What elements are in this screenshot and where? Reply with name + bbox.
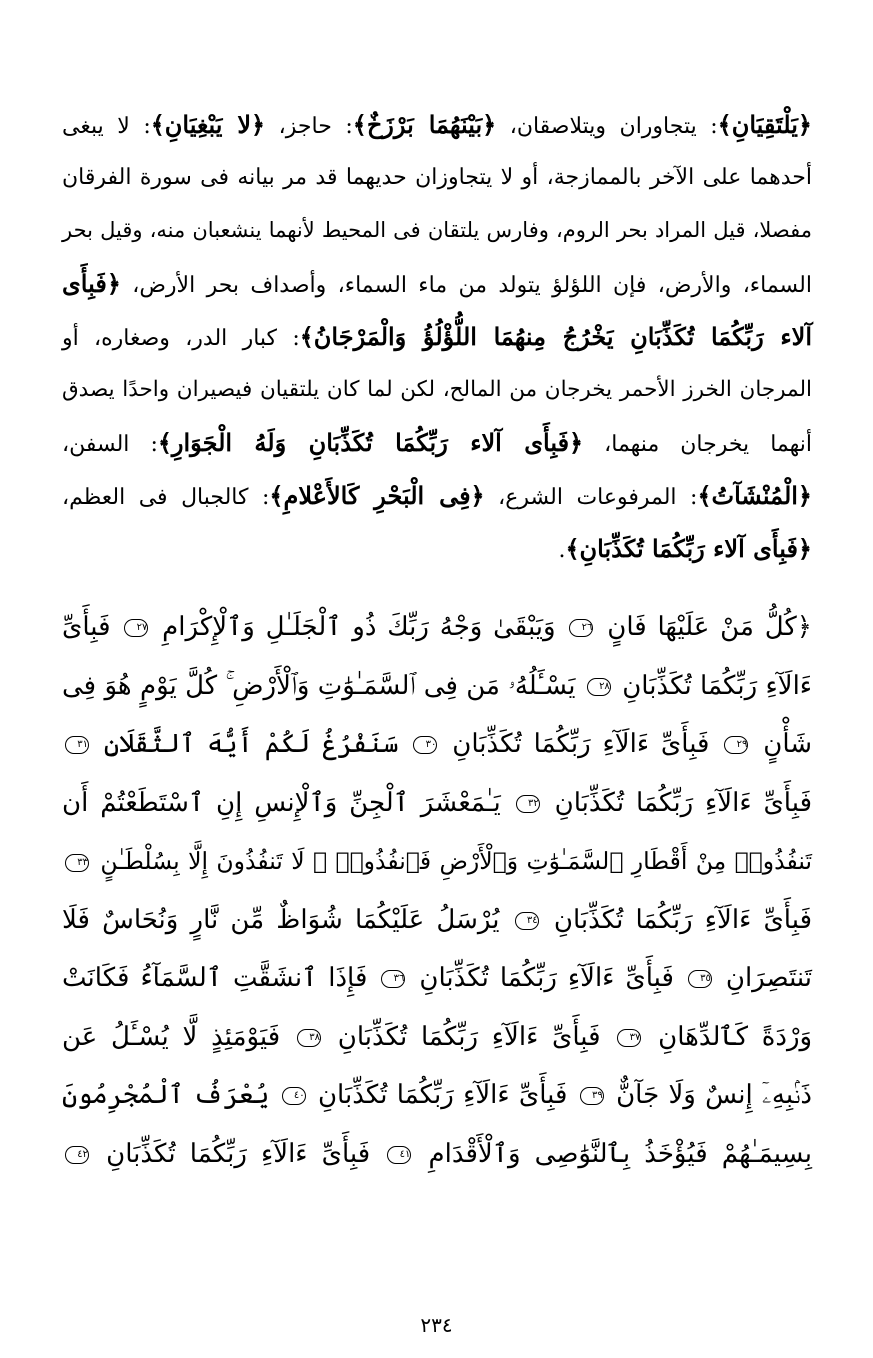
commentary-text: : كالجبال فى العظم، — [62, 485, 270, 510]
quran-quote: ﴿يَلْتَقِيَانِ﴾ — [717, 110, 812, 139]
verse-text: يُرْسَلُ عَلَيْكُمَا شُوَاظٌ مِّن نَّارٍ وَنُحَاسٌ فَلَا — [62, 904, 500, 935]
verse-text: فَبِأَىِّ — [62, 612, 111, 642]
commentary-text: المرجان الخرز الأحمر يخرجان من المالح، لكن لما كان يلتقيان فيصيران واحدًا يصدق — [62, 377, 812, 402]
quran-quote: ﴿الْمُنْشَآتُ﴾ — [697, 481, 812, 510]
verse-line — [62, 774, 812, 833]
quran-quote: ﴿فَبِأَى — [62, 269, 121, 298]
verse-line — [62, 1008, 812, 1067]
commentary-line — [62, 522, 812, 575]
ayah-number-marker: ٣٠ — [413, 736, 437, 754]
ayah-number-marker: ٢٨ — [587, 678, 611, 696]
verse-text: فَبِأَىِّ ءَالَآءِ رَبِّكُمَا تُكَذِّبَانِ — [419, 963, 674, 993]
commentary-line — [62, 151, 812, 204]
commentary-block — [62, 98, 812, 575]
ayah-number-marker: ٣٦ — [381, 970, 405, 988]
verse-text: وَرْدَةً كَٱلدِّهَانِ — [658, 1021, 813, 1052]
commentary-line — [62, 204, 812, 257]
ayah-number-marker: ٢٦ — [569, 619, 593, 637]
verse-text: فَبِأَىِّ ءَالَآءِ رَبِّكُمَا تُكَذِّبَانِ — [337, 1021, 601, 1052]
ayah-number-marker: ٣٨ — [297, 1029, 321, 1047]
ayah-number-marker: ٣١ — [65, 736, 89, 754]
commentary-line — [62, 416, 812, 469]
ayah-number-marker: ٤٢ — [65, 1146, 89, 1164]
ayah-number-marker: ٣٧ — [617, 1029, 641, 1047]
ayah-number-marker: ٣٤ — [515, 912, 539, 930]
commentary-text: السماء، والأرض، فإن اللؤلؤ يتولد من ماء السماء، وأصداف بحر الأرض، — [120, 273, 812, 298]
verse-line — [62, 1066, 812, 1125]
verse-line — [62, 832, 812, 891]
verse-text: فَبِأَىِّ ءَالَآءِ رَبِّكُمَا تُكَذِّبَانِ — [553, 904, 813, 935]
ayah-number-marker: ٣٣ — [65, 854, 89, 872]
verse-text: فَبِأَىِّ ءَالَآءِ رَبِّكُمَا تُكَذِّبَانِ — [452, 729, 710, 759]
ayah-number-marker: ٣٢ — [516, 795, 540, 813]
commentary-text: أنهما يخرجان منهما، — [583, 432, 812, 457]
commentary-text: . — [558, 538, 566, 563]
ayah-number-marker: ٣٥ — [688, 970, 712, 988]
verse-text: يُعْرَفُ ٱلْمُجْرِمُونَ — [62, 1080, 270, 1110]
commentary-line — [62, 469, 812, 522]
verse-text: شَأْنٍ — [763, 729, 813, 759]
quran-verses-block — [62, 598, 812, 1183]
verse-text: يَسْـَٔلُهُۥ مَن فِى ٱلسَّمَـٰوَٰتِ وَٱلْأَرْضِ ۚ كُلَّ يَوْمٍ هُوَ فِى — [62, 670, 576, 701]
commentary-text: : يتجاوران ويتلاصقان، — [496, 114, 718, 139]
quran-quote: ﴿فِى الْبَحْرِ كَالأَعْلامِ﴾ — [269, 481, 485, 510]
ayah-number-marker: ٤١ — [387, 1146, 411, 1164]
commentary-text: : السفن، — [62, 432, 158, 457]
verse-text: تَنفُذُوا۟ مِنْ أَقْطَارِ ٱلسَّمَـٰوَٰتِ وَٱلْأَرْضِ فَٱنفُذُوا۟ ۚ لَا تَنفُذُونَ إِلَّا بِسُلْطَـٰنٍ — [100, 847, 812, 875]
quran-quote: ﴿فَبِأَى آلاء رَبِّكُمَا تُكَذِّبَانِ﴾ — [565, 534, 812, 563]
ayah-number-marker: ٤٠ — [282, 1087, 306, 1105]
commentary-text: مفصلا، قيل المراد بحر الروم، وفارس يلتقان فى المحيط لأنهما ينشعبان منه، وقيل بحر — [62, 218, 812, 242]
verse-text: فَيَوْمَئِذٍ لَّا يُسْـَٔلُ عَن — [62, 1021, 281, 1052]
commentary-line — [62, 98, 812, 151]
page-number: ٢٣٤ — [420, 1313, 453, 1337]
verse-text: فَبِأَىِّ ءَالَآءِ رَبِّكُمَا تُكَذِّبَانِ — [317, 1080, 568, 1110]
verse-line — [62, 891, 812, 950]
commentary-line — [62, 257, 812, 310]
ayah-number-marker: ٢٩ — [724, 736, 748, 754]
commentary-line — [62, 310, 812, 363]
verse-text: وَيَبْقَىٰ وَجْهُ رَبِّكَ ذُو ٱلْجَلَـٰلِ وَٱلْإِكْرَامِ — [162, 612, 556, 642]
verse-text: ﴿كُلُّ مَنْ عَلَيْهَا فَانٍ — [607, 612, 812, 642]
commentary-text: : المرفوعات الشرع، — [484, 485, 698, 510]
quran-quote: ﴿لا يَبْغِيَانِ﴾ — [150, 110, 266, 139]
quran-quote: ﴿فَبِأَى آلاء رَبِّكُمَا تُكَذِّبَانِ وَلَهُ الْجَوَارِ﴾ — [157, 428, 584, 457]
commentary-text: : لا يبغى — [62, 114, 151, 139]
verse-text: ءَالَآءِ رَبِّكُمَا تُكَذِّبَانِ — [622, 670, 813, 701]
commentary-text: : حاجز، — [265, 114, 353, 139]
verse-text: بِسِيمَـٰهُمْ فَيُؤْخَذُ بِٱلنَّوَٰصِى وَٱلْأَقْدَامِ — [428, 1138, 812, 1169]
verse-line — [62, 598, 812, 657]
quran-quote: ﴿بَيْنَهُمَا بَرْزَخٌ﴾ — [352, 110, 497, 139]
quran-quote: آلاء رَبِّكُمَا تُكَذِّبَانِ يَخْرُجُ مِنهُمَا اللُّؤْلُؤُ وَالْمَرْجَانُ﴾ — [299, 322, 812, 351]
verse-line — [62, 715, 812, 774]
verse-text: فَبِأَىِّ ءَالَآءِ رَبِّكُمَا تُكَذِّبَانِ — [554, 787, 813, 818]
verse-text: فَبِأَىِّ ءَالَآءِ رَبِّكُمَا تُكَذِّبَانِ — [106, 1138, 371, 1169]
verse-line — [62, 657, 812, 716]
verse-line — [62, 949, 812, 1008]
verse-text: يَـٰمَعْشَرَ ٱلْجِنِّ وَٱلْإِنسِ إِنِ ٱسْتَطَعْتُمْ أَن — [62, 787, 501, 818]
commentary-text: : كبار الدر، وصغاره، أو — [62, 326, 300, 351]
ayah-number-marker: ٣٩ — [580, 1087, 604, 1105]
verse-text: سَنَفْرُغُ لَكُمْ أَيُّهَ ٱلثَّقَلَانِ — [103, 729, 399, 759]
verse-text: ذَنۢبِهِۦٓ إِنسٌ وَلَا جَآنٌّ — [616, 1080, 813, 1110]
verse-text: فَإِذَا ٱنشَقَّتِ ٱلسَّمَآءُ فَكَانَتْ — [62, 963, 368, 993]
commentary-text: أحدهما على الآخر بالممازجة، أو لا يتجاوزان حديهما قد مر بيانه فى سورة الفرقان — [62, 165, 812, 190]
ayah-number-marker: ٢٧ — [124, 619, 148, 637]
verse-text: تَنتَصِرَانِ — [725, 963, 812, 993]
commentary-line — [62, 363, 812, 416]
verse-line — [62, 1125, 812, 1184]
